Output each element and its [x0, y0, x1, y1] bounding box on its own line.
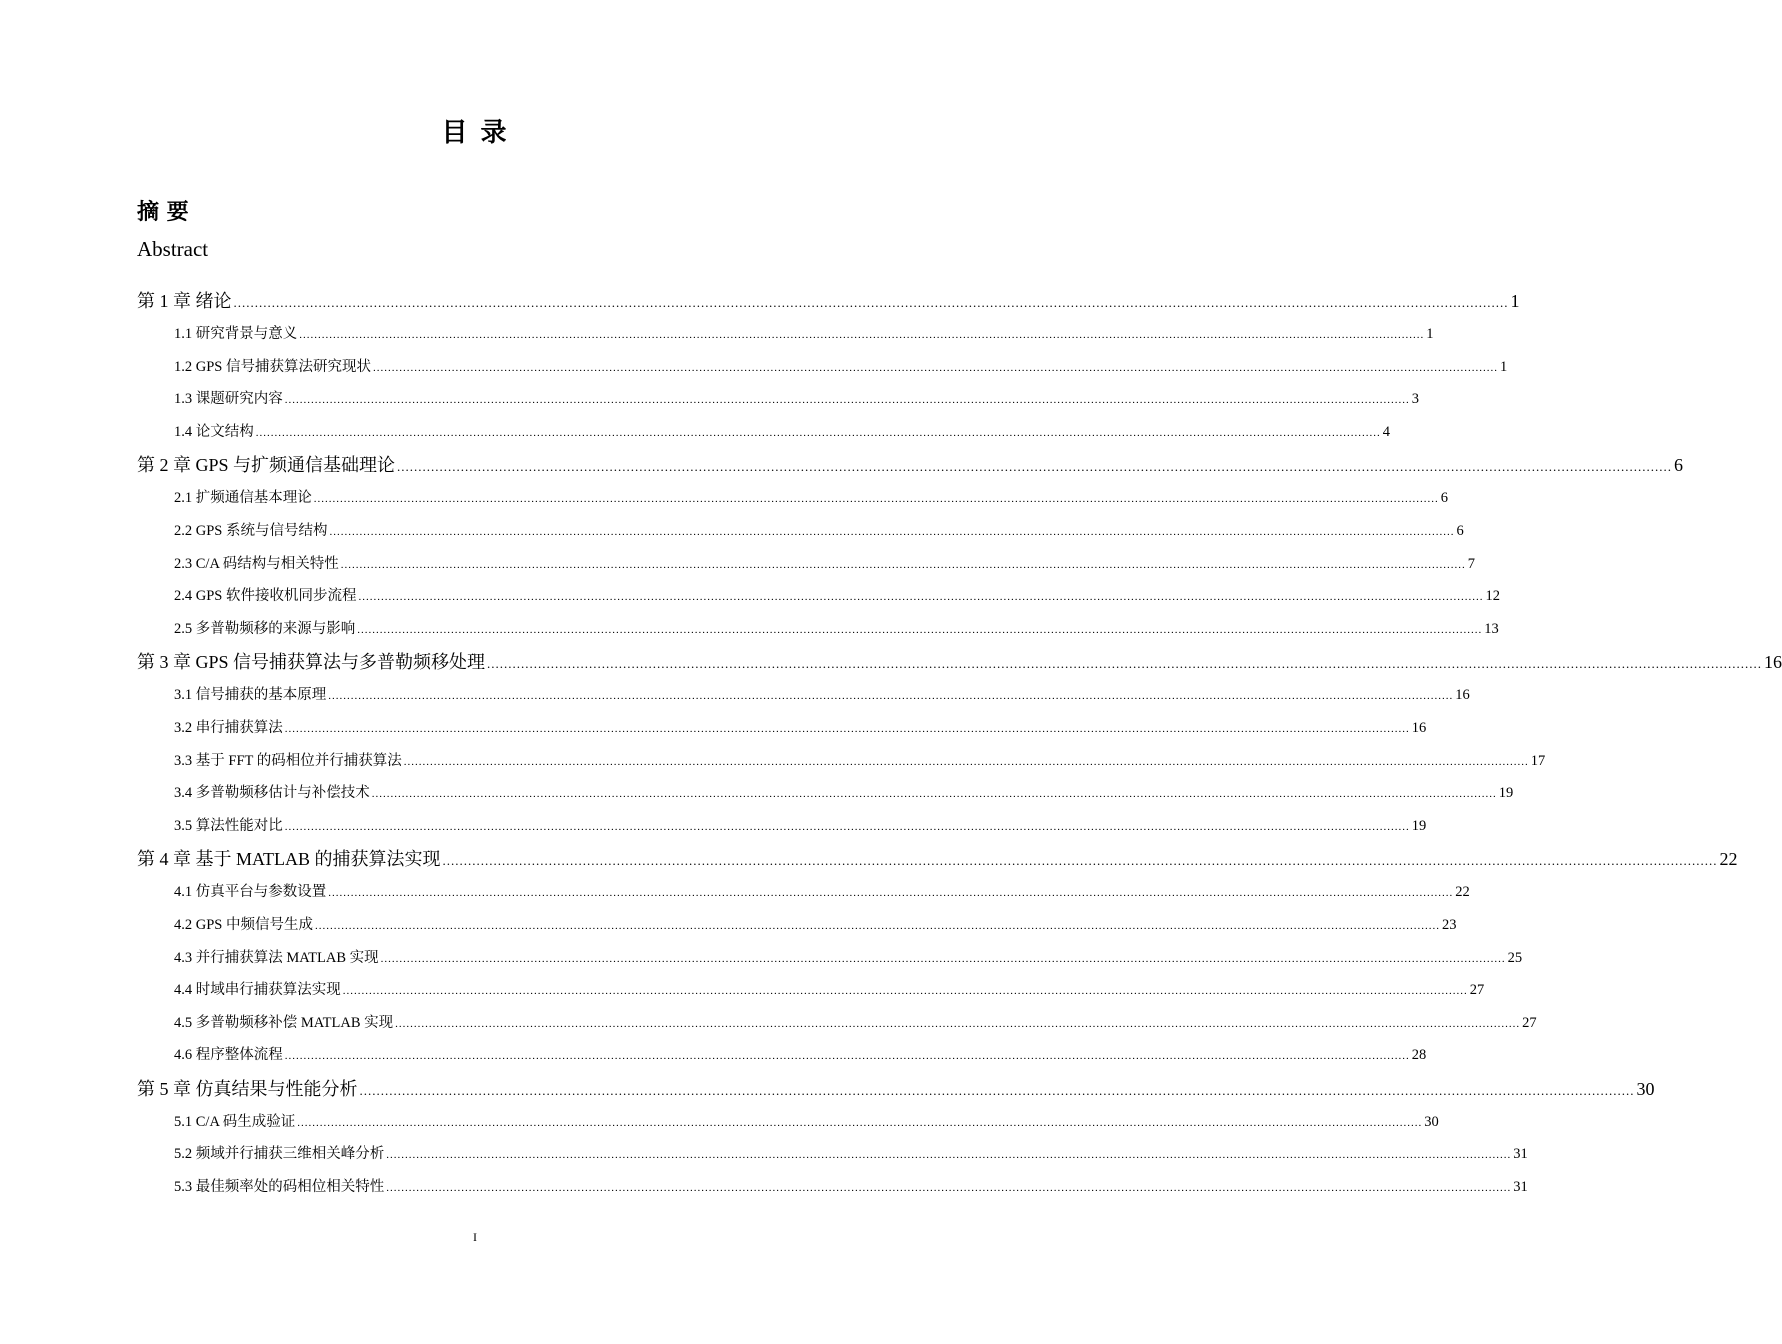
- toc-entry-page: 25: [1507, 949, 1523, 966]
- toc-entry-page: 16: [1411, 719, 1427, 736]
- toc-dot-leader: ............................................................................................................................................................................................................................................................................................................: [372, 361, 1498, 374]
- toc-section-entry[interactable]: [137, 974, 1485, 1007]
- toc-dot-leader: ............................................................................................................................................................................................................................................................................................................: [284, 820, 1410, 833]
- toc-section-entry[interactable]: [137, 548, 1475, 581]
- toc-entry-label: 第 2 章 GPS 与扩频通信基础理论: [137, 455, 396, 476]
- page-title: 目 录: [441, 118, 509, 148]
- toc-entry-page: 1: [1426, 326, 1434, 342]
- toc-section-entry[interactable]: [137, 482, 1448, 515]
- toc-dot-leader: ............................................................................................................................................................................................................................................................................................................: [340, 558, 1466, 571]
- toc-entry-label: 第 3 章 GPS 信号捕获算法与多普勒频移处理: [137, 652, 486, 673]
- toc-entry-page: 31: [1513, 1146, 1528, 1163]
- toc-section-entry[interactable]: [137, 1106, 1439, 1139]
- toc-entry-label: 5.1 C/A 码生成验证: [174, 1113, 296, 1130]
- toc-section-entry[interactable]: [137, 679, 1470, 712]
- toc-section-entry[interactable]: [137, 712, 1427, 745]
- toc-entry-page: 6: [1456, 522, 1464, 539]
- toc-dot-leader: ............................................................................................................................................................................................................................................................................................................: [403, 755, 1529, 768]
- toc-dot-leader: ............................................................................................................................................................................................................................................................................................................: [442, 853, 1718, 869]
- toc-entry-page: 22: [1719, 849, 1738, 870]
- toc-dot-leader: ............................................................................................................................................................................................................................................................................................................: [284, 1050, 1410, 1063]
- toc-section-entry[interactable]: [137, 580, 1500, 613]
- toc-entry-page: 16: [1764, 652, 1782, 673]
- toc-section-entry[interactable]: [137, 351, 1508, 384]
- toc-entry-page: 6: [1674, 455, 1684, 476]
- toc-entry-page: 13: [1484, 620, 1499, 637]
- toc-entry-page: 7: [1467, 555, 1475, 572]
- toc-entry-label: 1.3 课题研究内容: [174, 391, 283, 408]
- toc-section-entry[interactable]: [137, 1138, 1528, 1171]
- toc-entry-label: 3.4 多普勒频移估计与补偿技术: [174, 785, 370, 802]
- toc-entry-page: 1: [1510, 291, 1520, 311]
- toc-entry-page: 31: [1513, 1179, 1528, 1196]
- toc-dot-leader: ............................................................................................................................................................................................................................................................................................................: [233, 295, 1509, 310]
- toc-dot-leader: ............................................................................................................................................................................................................................................................................................................: [328, 690, 1454, 703]
- toc-entry-label: 2.1 扩频通信基本理论: [174, 490, 312, 507]
- toc-entry-label: 5.3 最佳频率处的码相位相关特性: [174, 1179, 385, 1196]
- toc-dot-leader: ............................................................................................................................................................................................................................................................................................................: [284, 722, 1410, 735]
- toc-entry-label: 4.5 多普勒频移补偿 MATLAB 实现: [174, 1014, 394, 1031]
- toc-section-entry[interactable]: [137, 745, 1546, 778]
- toc-dot-leader: ............................................................................................................................................................................................................................................................................................................: [357, 623, 1483, 636]
- toc-section-entry[interactable]: [137, 416, 1390, 449]
- toc-entry-label: 3.1 信号捕获的基本原理: [174, 687, 327, 704]
- toc-entry-label: 4.1 仿真平台与参数设置: [174, 884, 327, 901]
- toc-entry-label: 4.2 GPS 中频信号生成: [174, 916, 313, 933]
- toc-entry-page: 4: [1382, 423, 1390, 440]
- toc-dot-leader: ............................................................................................................................................................................................................................................................................................................: [397, 459, 1673, 475]
- toc-chapter-entry[interactable]: [137, 284, 1520, 318]
- toc-entry-page: 6: [1440, 490, 1448, 507]
- toc-section-entry[interactable]: [137, 383, 1419, 416]
- toc-chapter-entry[interactable]: [137, 1072, 1655, 1106]
- toc-dot-leader: ............................................................................................................................................................................................................................................................................................................: [342, 985, 1468, 998]
- toc-chapter-entry[interactable]: [137, 645, 1782, 679]
- toc-dot-leader: ............................................................................................................................................................................................................................................................................................................: [487, 656, 1763, 672]
- toc-entry-label: 4.3 并行捕获算法 MATLAB 实现: [174, 949, 379, 966]
- toc-section-entry[interactable]: [137, 318, 1434, 351]
- toc-dot-leader: ............................................................................................................................................................................................................................................................................................................: [359, 1082, 1635, 1098]
- toc-entry-label: 3.5 算法性能对比: [174, 817, 283, 834]
- toc-entry-page: 19: [1498, 785, 1514, 802]
- abstract-en-heading[interactable]: Abstract: [137, 237, 209, 261]
- toc-section-entry[interactable]: [137, 515, 1464, 548]
- toc-entry-label: 1.1 研究背景与意义: [174, 326, 298, 342]
- toc-dot-leader: ............................................................................................................................................................................................................................................................................................................: [297, 1116, 1423, 1129]
- toc-section-entry[interactable]: [137, 909, 1457, 942]
- toc-dot-leader: ............................................................................................................................................................................................................................................................................................................: [386, 1149, 1512, 1162]
- toc-entry-label: 1.2 GPS 信号捕获算法研究现状: [174, 358, 371, 375]
- toc-entry-page: 3: [1411, 391, 1419, 408]
- toc-entry-label: 4.6 程序整体流程: [174, 1047, 283, 1064]
- toc-entry-label: 5.2 频域并行捕获三维相关峰分析: [174, 1146, 385, 1163]
- toc-section-entry[interactable]: [137, 942, 1523, 975]
- toc-entry-label: 第 4 章 基于 MATLAB 的捕获算法实现: [137, 849, 441, 870]
- toc-entry-page: 12: [1485, 588, 1500, 605]
- toc-dot-leader: ............................................................................................................................................................................................................................................................................................................: [329, 525, 1455, 538]
- toc-entry-page: 27: [1522, 1014, 1537, 1031]
- toc-dot-leader: ............................................................................................................................................................................................................................................................................................................: [314, 919, 1440, 932]
- toc-entry-page: 16: [1455, 687, 1470, 704]
- toc-entry-label: 4.4 时域串行捕获算法实现: [174, 982, 341, 999]
- toc-dot-leader: ............................................................................................................................................................................................................................................................................................................: [386, 1182, 1512, 1195]
- toc-chapter-entry[interactable]: [137, 842, 1738, 876]
- toc-entry-label: 2.3 C/A 码结构与相关特性: [174, 555, 339, 572]
- table-of-contents: [137, 284, 1782, 1204]
- toc-entry-label: 第 5 章 仿真结果与性能分析: [137, 1078, 358, 1099]
- toc-dot-leader: ............................................................................................................................................................................................................................................................................................................: [328, 887, 1454, 900]
- toc-chapter-entry[interactable]: [137, 448, 1684, 482]
- toc-entry-label: 2.4 GPS 软件接收机同步流程: [174, 588, 357, 605]
- toc-section-entry[interactable]: [137, 777, 1514, 810]
- toc-entry-page: 19: [1411, 817, 1427, 834]
- toc-entry-label: 1.4 论文结构: [174, 423, 254, 440]
- toc-dot-leader: ............................................................................................................................................................................................................................................................................................................: [380, 952, 1506, 965]
- toc-dot-leader: ............................................................................................................................................................................................................................................................................................................: [313, 493, 1439, 506]
- toc-entry-page: 30: [1636, 1078, 1655, 1099]
- toc-dot-leader: ............................................................................................................................................................................................................................................................................................................: [358, 591, 1484, 604]
- toc-entry-page: 22: [1455, 884, 1470, 901]
- toc-entry-label: 2.5 多普勒频移的来源与影响: [174, 620, 356, 637]
- toc-dot-leader: ............................................................................................................................................................................................................................................................................................................: [395, 1017, 1521, 1030]
- toc-entry-page: 28: [1411, 1047, 1427, 1064]
- toc-section-entry[interactable]: [137, 1171, 1528, 1204]
- toc-entry-label: 第 1 章 绪论: [137, 291, 232, 311]
- toc-dot-leader: ............................................................................................................................................................................................................................................................................................................: [255, 426, 1381, 439]
- toc-section-entry[interactable]: [137, 1007, 1537, 1040]
- toc-entry-label: 3.3 基于 FFT 的码相位并行捕获算法: [174, 752, 402, 769]
- toc-section-entry[interactable]: [137, 613, 1499, 646]
- toc-entry-page: 1: [1499, 358, 1508, 375]
- footer-page-number: I: [473, 1230, 477, 1244]
- toc-dot-leader: ............................................................................................................................................................................................................................................................................................................: [284, 394, 1410, 407]
- toc-dot-leader: ............................................................................................................................................................................................................................................................................................................: [371, 788, 1497, 801]
- toc-entry-page: 17: [1530, 752, 1546, 769]
- toc-entry-label: 2.2 GPS 系统与信号结构: [174, 522, 328, 539]
- toc-entry-page: 23: [1441, 916, 1457, 933]
- toc-entry-page: 27: [1469, 982, 1485, 999]
- toc-entry-page: 30: [1424, 1113, 1439, 1130]
- toc-section-entry[interactable]: [137, 810, 1427, 843]
- abstract-cn-heading[interactable]: 摘 要: [137, 200, 189, 225]
- toc-entry-label: 3.2 串行捕获算法: [174, 719, 283, 736]
- toc-section-entry[interactable]: [137, 876, 1470, 909]
- toc-dot-leader: ............................................................................................................................................................................................................................................................................................................: [299, 329, 1425, 341]
- toc-section-entry[interactable]: [137, 1039, 1427, 1072]
